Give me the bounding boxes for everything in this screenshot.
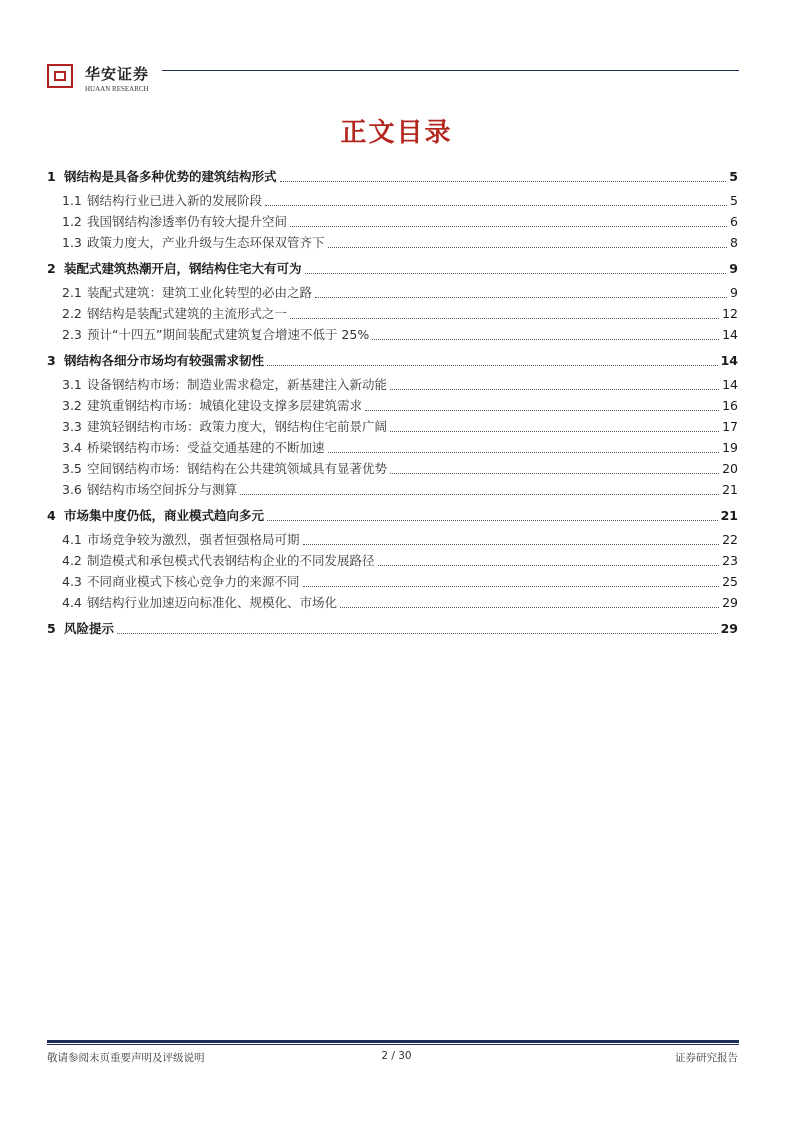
toc-entry-page: 9 [730,285,738,300]
toc-entry-page: 8 [730,235,738,250]
toc-entry-page: 5 [729,169,738,184]
toc-section-entry[interactable] [47,414,738,435]
logo-chinese-name: 华安证券 [85,65,150,83]
footer-divider-thick [47,1040,739,1043]
toc-chapter-entry[interactable] [47,502,738,524]
toc-entry-number: 4.1 [62,532,82,547]
toc-entry-title: 钢结构各细分市场均有较强需求韧性 [64,353,265,368]
toc-entry-page: 5 [730,193,738,208]
toc-entry-page: 23 [722,553,738,568]
toc-section-entry[interactable] [47,527,738,548]
toc-entry-title: 桥梁钢结构市场：受益交通基建的不断加速 [87,440,325,455]
toc-entry-number: 1.2 [62,214,82,229]
toc-entry-number: 3.6 [62,482,82,497]
toc-entry-page: 25 [722,574,738,589]
toc-entry-number: 3.4 [62,440,82,455]
toc-dot-leader [372,338,719,340]
toc-entry-title: 钢结构市场空间拆分与测算 [87,482,238,497]
toc-entry-number: 3.1 [62,377,82,392]
toc-entry-page: 12 [722,306,738,321]
toc-entry-page: 22 [722,532,738,547]
toc-entry-title: 建筑轻钢结构市场：政策力度大，钢结构住宅前景广阔 [87,419,388,434]
toc-entry-number: 2.1 [62,285,82,300]
toc-entry-page: 14 [720,353,738,368]
toc-entry-page: 21 [720,508,738,523]
toc-entry-number: 4.4 [62,595,82,610]
toc-section-entry[interactable] [47,301,738,322]
toc-entry-page: 29 [722,595,738,610]
toc-entry-title: 风险提示 [64,621,115,636]
toc-entry-number: 2 [47,261,56,276]
toc-entry-title: 市场集中度仍低，商业模式趋向多元 [64,508,265,523]
toc-chapter-entry[interactable] [47,163,738,185]
footer-divider-thin [47,1044,739,1045]
toc-entry-number: 2.3 [62,327,82,342]
toc-entry-page: 14 [722,377,738,392]
toc-section-entry[interactable] [47,590,738,611]
toc-dot-leader [267,364,718,366]
toc-entry-page: 14 [722,327,738,342]
toc-entry-page: 20 [722,461,738,476]
toc-entry-title: 空间钢结构市场：钢结构在公共建筑领域具有显著优势 [87,461,388,476]
toc-entry-title: 钢结构是具备多种优势的建筑结构形式 [64,169,277,184]
toc-entry-page: 17 [722,419,738,434]
toc-dot-leader [328,246,728,248]
toc-entry-title: 不同商业模式下核心竞争力的来源不同 [87,574,300,589]
header-divider [162,70,739,71]
toc-entry-number: 1.3 [62,235,82,250]
toc-entry-page: 6 [730,214,738,229]
toc-chapter-entry[interactable] [47,255,738,277]
toc-dot-leader [117,632,718,634]
toc-entry-number: 4.3 [62,574,82,589]
toc-entry-title: 政策力度大，产业升级与生态环保双管齐下 [87,235,325,250]
page-header [47,60,739,96]
page-number: 2 / 30 [381,1050,412,1062]
toc-section-entry[interactable] [47,393,738,414]
toc-entry-number: 4.2 [62,553,82,568]
toc-entry-title: 钢结构行业已进入新的发展阶段 [87,193,263,208]
table-of-contents [47,159,738,637]
toc-section-entry[interactable] [47,372,738,393]
toc-entry-title: 装配式建筑热潮开启，钢结构住宅大有可为 [64,261,302,276]
toc-dot-leader [305,272,727,274]
toc-entry-number: 4 [47,508,56,523]
toc-entry-page: 16 [722,398,738,413]
toc-dot-leader [365,409,719,411]
toc-dot-leader [267,519,718,521]
toc-dot-leader [303,585,720,587]
toc-chapter-entry[interactable] [47,347,738,369]
toc-section-entry[interactable] [47,280,738,301]
toc-entry-page: 9 [729,261,738,276]
toc-entry-number: 3.5 [62,461,82,476]
toc-section-entry[interactable] [47,569,738,590]
toc-section-entry[interactable] [47,188,738,209]
toc-dot-leader [280,180,727,182]
toc-dot-leader [265,204,727,206]
toc-dot-leader [390,472,719,474]
toc-dot-leader [340,606,719,608]
toc-entry-number: 1.1 [62,193,82,208]
footer-report-type: 证券研究报告 [675,1052,738,1064]
huaan-logo-icon [47,64,73,88]
logo-english-name: HUAAN RESEARCH [85,85,149,93]
toc-entry-number: 3.3 [62,419,82,434]
toc-entry-title: 钢结构是装配式建筑的主流形式之一 [87,306,288,321]
toc-entry-title: 我国钢结构渗透率仍有较大提升空间 [87,214,288,229]
footer-disclaimer: 敬请参阅末页重要声明及评级说明 [47,1052,205,1064]
toc-entry-page: 21 [722,482,738,497]
toc-entry-number: 3.2 [62,398,82,413]
toc-dot-leader [328,451,720,453]
toc-section-entry[interactable] [47,209,738,230]
toc-entry-number: 2.2 [62,306,82,321]
toc-dot-leader [390,388,719,390]
toc-entry-title: 设备钢结构市场：制造业需求稳定，新基建注入新动能 [87,377,388,392]
toc-dot-leader [378,564,720,566]
toc-section-entry[interactable] [47,435,738,456]
toc-entry-title: 预计“十四五”期间装配式建筑复合增速不低于 25% [87,327,370,342]
toc-entry-title: 市场竞争较为激烈，强者恒强格局可期 [87,532,300,547]
toc-dot-leader [240,493,719,495]
page-title: 正文目录 [340,118,453,148]
toc-entry-title: 装配式建筑：建筑工业化转型的必由之路 [87,285,313,300]
toc-dot-leader [290,225,727,227]
toc-chapter-entry[interactable] [47,615,738,637]
toc-section-entry[interactable] [47,477,738,498]
toc-dot-leader [390,430,719,432]
toc-section-entry[interactable] [47,548,738,569]
toc-entry-title: 钢结构行业加速迈向标准化、规模化、市场化 [87,595,338,610]
toc-section-entry[interactable] [47,456,738,477]
toc-entry-title: 建筑重钢结构市场：城镇化建设支撑多层建筑需求 [87,398,363,413]
toc-dot-leader [290,317,719,319]
toc-entry-page: 19 [722,440,738,455]
toc-entry-page: 29 [720,621,738,636]
toc-section-entry[interactable] [47,230,738,251]
toc-entry-number: 1 [47,169,56,184]
toc-entry-number: 3 [47,353,56,368]
toc-dot-leader [303,543,720,545]
toc-entry-title: 制造模式和承包模式代表钢结构企业的不同发展路径 [87,553,375,568]
toc-section-entry[interactable] [47,322,738,343]
toc-entry-number: 5 [47,621,56,636]
toc-dot-leader [315,296,727,298]
